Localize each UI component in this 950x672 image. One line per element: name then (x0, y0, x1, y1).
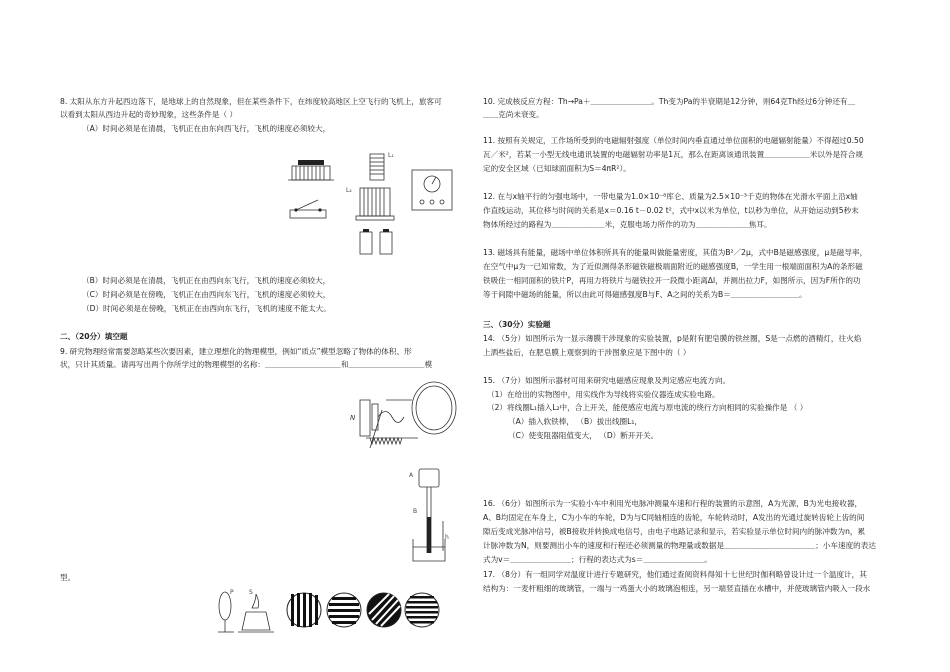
fringe-pattern-b (327, 593, 361, 627)
q13-line-1: 13. 磁场具有能量，磁场中单位体积所具有的能量叫做能量密度，其值为B²／2μ，式中B是磁感强度，μ是磁导率， (483, 248, 868, 257)
q16-line-4: 计脉冲数为N，则要测出小车的速度和行程还必须测量的物理量或数据是＿＿＿＿＿＿＿＿＿＿＿＿；小车速度的表达 (483, 541, 876, 550)
q15-line-1: 15. （7分）如图所示器材可用来研究电磁感应现象及判定感应电流方向。 (483, 376, 731, 385)
section-2-heading: 二、（20分）填空题 (60, 332, 128, 341)
label-h: h (445, 534, 449, 541)
q14-line-1: 14. （5分）如图所示为一显示薄膜干涉现象的实验装置，p是附有肥皂膜的铁丝圈，S是一点燃的酒精灯，往火焰 (483, 334, 862, 343)
q16-line-3: 隙后变成光脉冲信号，被B接收并转换成电信号，由电子电路记录和显示，若实验显示单位时间内的脉冲数为n，累 (483, 527, 866, 536)
label-l2: L₂ (346, 187, 352, 194)
q9-line-3: 型。 (60, 573, 76, 582)
label-b: B (413, 508, 418, 515)
glass-tube-figure (405, 465, 455, 565)
film-interference-figure (212, 586, 432, 636)
q8-option-a: （A）时间必须是在清晨，飞机正在由东向西飞行，飞机的速度必须较大， (82, 124, 331, 133)
q11-line-1: 11. 按照有关规定，工作场所受到的电磁辐射强度（单位时间内垂直通过单位面积的电磁辐射能量）不得超过0.50 (483, 136, 864, 145)
q12-line-2: 作直线运动，其位移与时间的关系是x＝0.16 t－0.02 t²，式中x以米为单位，t以秒为单位，从开始运动到5秒末 (483, 206, 859, 215)
magnet-force-figure (346, 372, 464, 450)
q9-line-2: 状，只计其质量。请再写出两个你所学过的物理模型的名称：＿＿＿＿＿＿＿＿＿＿和＿＿＿＿＿＿＿＿＿＿模 (60, 360, 433, 369)
q8-line-2: 以看到太阳从西边升起的奇妙现象，这些条件是（ ） (60, 110, 238, 119)
label-l1: L₁ (388, 152, 394, 159)
label-p: P (230, 589, 234, 596)
section-3-heading: 三、（30分）实验题 (483, 320, 551, 329)
q15-line-4: （A）插入软铁棒， （B）拔出线圈L₁， (508, 417, 642, 426)
q12-line-3: 物体所经过的路程为＿＿＿＿＿＿＿米，克服电场力所作的功为＿＿＿＿＿＿＿焦耳。 (483, 220, 772, 229)
fringe-pattern-a (287, 593, 321, 627)
fringe-pattern-c (367, 593, 401, 627)
label-n: N (350, 414, 356, 422)
label-a: A (409, 472, 414, 479)
q8-option-d: （D）时间必须是在傍晚，飞机正在由西向东飞行，飞机的速度不能太大。 (82, 304, 331, 313)
q13-line-2: 在空气中μ为一已知常数，为了近似测得条形磁铁磁极端面附近的磁感强度B，一学生用一根端面面积为A的条形磁 (483, 262, 863, 271)
q16-line-2: A、B均固定在车身上，C为小车的车轮，D为与C同轴相连的齿轮，车轮转动时，A发出的光通过旋转齿轮上齿的间 (483, 513, 865, 522)
q13-line-4: 等于间隙中磁场的能量，所以由此可得磁感强度B与F、A之间的关系为B＝＿＿＿＿＿＿＿＿＿。 (483, 290, 807, 299)
q13-line-3: 铁吸住一相同面积的铁片P，再用力将铁片与磁铁拉开一段微小距离Δl，并测出拉力F，如图所示，因为F所作的功 (483, 276, 861, 285)
q9-line-1: 9. 研究物理经常需要忽略某些次要因素，建立理想化的物理模型，例如“质点”模型忽略了物体的体积、形 (60, 347, 412, 356)
q8-line-1: 8. 太阳从东方升起西边落下，是地球上的自然现象，但在某些条件下，在纬度较高地区上空飞行的飞机上，旅客可 (60, 97, 442, 106)
q16-line-5: 式为v＝＿＿＿＿＿＿＿＿；行程的表达式为s＝＿＿＿＿＿＿＿＿。 (483, 555, 712, 564)
q10-line-2: ＿＿克尚未衰变。 (483, 110, 544, 119)
q14-line-2: 上洒些盐后，在肥皂膜上观察到的干涉图象应是下图中的（ ） (483, 348, 691, 357)
fringe-pattern-d (405, 593, 439, 627)
q17-line-2: 结构为：一麦杆粗细的玻璃管，一端与一鸡蛋大小的玻璃泡相连，另一端竖直插在水槽中，并使玻璃管内吸入一段水 (483, 584, 871, 593)
q8-option-c: （C）时间必须是在傍晚，飞机正在由西向东飞行，飞机的速度必须较大， (82, 290, 331, 299)
q17-line-1: 17. （8分）有一组同学对温度计进行专题研究，他们通过查阅资料得知十七世纪时伽利略曾设计过一个温度计，其 (483, 570, 867, 579)
q11-line-2: 瓦／米²，若某一小型无线电通讯装置的电磁辐射功率是1瓦，那么在距离该通讯装置＿＿＿＿＿＿米以外是符合规 (483, 150, 863, 159)
q11-line-3: 定的安全区域（已知球面面积为S＝4πR²）。 (483, 164, 631, 173)
q8-option-b: （B）时间必须是在清晨，飞机正在由西向东飞行，飞机的速度必须较大， (82, 276, 331, 285)
induction-apparatus-figure (282, 148, 462, 263)
q15-line-3: （2）将线圈L₁插入L₂中，合上开关，能使感应电流与原电流的绕行方向相同的实验操作是 （ ） (487, 403, 808, 412)
label-s: S (249, 589, 253, 596)
q12-line-1: 12. 在与x轴平行的匀强电场中，一带电量为1.0×10⁻⁸库仑、质量为2.5×10⁻³千克的物体在光滑水平面上沿x轴 (483, 192, 858, 201)
q15-line-5: （C）使变阻器阻值变大， （D）断开开关。 (508, 431, 659, 440)
q15-line-2: （1）在给出的实物图中，用实线作为导线将实验仪器连成实验电路。 (487, 390, 720, 399)
q10-line-1: 10. 完成核反应方程：Th→Pa＋＿＿＿＿＿＿＿＿。Th变为Pa的半衰期是12分钟，则64克Th经过6分钟还有＿ (483, 97, 856, 106)
q16-line-1: 16. （6分）如图所示为一实验小车中利用光电脉冲测量车速和行程的装置的示意图，A为光源，B为光电接收器， (483, 499, 863, 508)
